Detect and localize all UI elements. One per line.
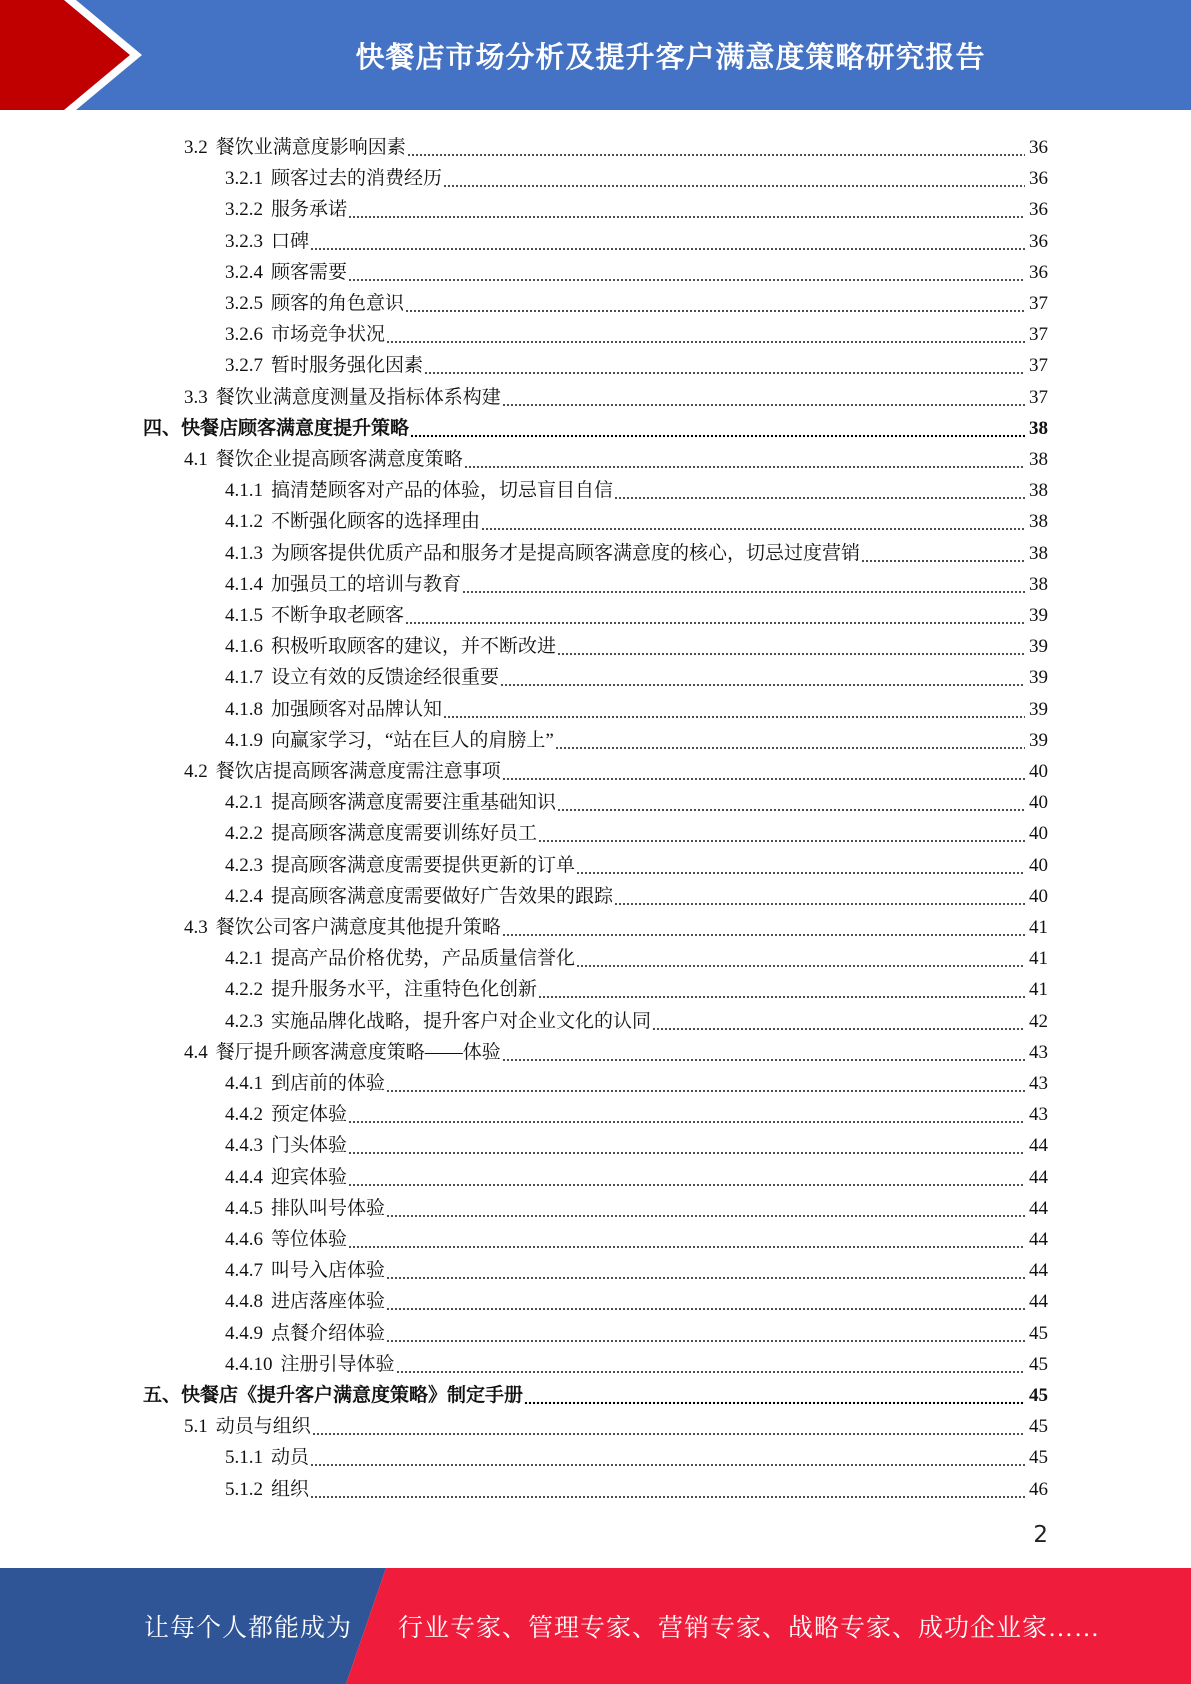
toc-entry-page: 39 — [1029, 729, 1048, 751]
toc-entry-title: 到店前的体验 — [271, 1073, 386, 1094]
toc-entry-page: 44 — [1029, 1166, 1048, 1188]
toc-entry-title: 搞清楚顾客对产品的体验，切忌盲目自信 — [271, 480, 614, 502]
toc-entry-title: 动员 — [271, 1447, 310, 1469]
toc-entry[interactable] — [225, 1002, 1048, 1033]
toc-entry-page: 38 — [1029, 573, 1048, 595]
toc-entry[interactable] — [225, 1345, 1048, 1376]
toc-entry-number: 3.2.3 — [225, 230, 263, 252]
toc-entry-page: 39 — [1029, 667, 1048, 689]
toc-entry-page: 40 — [1029, 761, 1048, 782]
toc-dot-leader — [502, 916, 1025, 939]
toc-entry-title: 服务承诺 — [271, 199, 348, 221]
toc-entry[interactable] — [225, 627, 1048, 658]
toc-entry-page: 36 — [1029, 261, 1048, 283]
toc-entry-number: 4.1.5 — [225, 605, 263, 626]
toc-entry-number: 3.2.1 — [225, 168, 263, 190]
toc-dot-leader — [386, 1072, 1025, 1095]
toc-entry-page: 38 — [1029, 480, 1048, 502]
toc-entry-number: 4.3 — [184, 917, 208, 938]
toc-dot-leader — [557, 635, 1025, 658]
toc-dot-leader — [464, 448, 1025, 471]
toc-dot-leader — [557, 791, 1025, 814]
toc-dot-leader — [652, 1010, 1025, 1033]
toc-entry-title: 顾客过去的消费经历 — [271, 168, 443, 190]
toc-entry-title: 提升服务水平，注重特色化创新 — [271, 979, 538, 1001]
toc-entry[interactable] — [225, 1470, 1048, 1501]
toc-entry[interactable] — [225, 1220, 1048, 1251]
toc-dot-leader — [861, 542, 1025, 565]
toc-entry-number: 5.1.2 — [225, 1478, 263, 1500]
toc-entry[interactable] — [225, 534, 1048, 565]
toc-entry[interactable] — [225, 814, 1048, 845]
toc-entry-page: 44 — [1029, 1135, 1048, 1157]
toc-dot-leader — [538, 978, 1025, 1001]
toc-entry-number: 4.4.10 — [225, 1353, 273, 1375]
toc-dot-leader — [348, 1134, 1025, 1157]
toc-entry-title: 餐饮企业提高顾客满意度策略 — [215, 449, 463, 470]
toc-entry-number: 3.2.6 — [225, 324, 263, 346]
toc-dot-leader — [614, 885, 1025, 908]
toc-entry-page: 43 — [1029, 1073, 1048, 1094]
toc-entry-page: 38 — [1029, 417, 1048, 439]
toc-entry-number: 4.4.3 — [225, 1135, 263, 1157]
toc-entry-page: 37 — [1029, 386, 1048, 408]
toc-entry-page: 36 — [1029, 230, 1048, 252]
toc-entry-page: 42 — [1029, 1010, 1048, 1032]
toc-entry[interactable] — [184, 440, 1048, 471]
toc-entry-page: 40 — [1029, 823, 1048, 845]
toc-entry-page: 44 — [1029, 1291, 1048, 1313]
toc-entry-page: 45 — [1029, 1416, 1048, 1438]
toc-entry[interactable] — [225, 846, 1048, 877]
toc-entry-title: 等位体验 — [271, 1229, 348, 1250]
toc-entry-title: 进店落座体验 — [271, 1291, 386, 1313]
toc-entry-title: 提高顾客满意度需要做好广告效果的跟踪 — [271, 885, 614, 907]
toc-dot-leader — [481, 510, 1025, 533]
toc-entry[interactable] — [225, 1064, 1048, 1095]
toc-entry-title: 点餐介绍体验 — [271, 1322, 386, 1344]
toc-dot-leader — [396, 1353, 1025, 1376]
toc-dot-leader — [410, 417, 1025, 440]
toc-entry-page: 46 — [1029, 1478, 1048, 1500]
toc-dot-leader — [386, 323, 1025, 346]
toc-entry[interactable] — [225, 877, 1048, 908]
footer-slogan-right: 行业专家、管理专家、营销专家、战略专家、成功企业家…… — [398, 1615, 1101, 1642]
toc-entry-number: 3.2.4 — [225, 261, 263, 283]
toc-entry-title: 暂时服务强化因素 — [271, 355, 424, 377]
toc-entry-number: 5.1.1 — [225, 1447, 263, 1469]
toc-entry-title: 快餐店顾客满意度提升策略 — [181, 417, 410, 439]
toc-entry[interactable] — [225, 658, 1048, 689]
toc-dot-leader — [310, 230, 1025, 253]
toc-entry[interactable] — [184, 378, 1048, 409]
toc-entry-title: 不断争取老顾客 — [271, 605, 405, 626]
toc-entry[interactable] — [225, 1282, 1048, 1313]
toc-dot-leader — [576, 854, 1025, 877]
toc-entry[interactable] — [225, 970, 1048, 1001]
toc-entry-page: 45 — [1029, 1322, 1048, 1344]
toc-entry-title: 设立有效的反馈途经很重要 — [271, 667, 500, 689]
toc-entry-number: 4.1.9 — [225, 729, 263, 751]
toc-entry[interactable] — [184, 1407, 1048, 1438]
toc-entry[interactable] — [225, 222, 1048, 253]
toc-entry-title: 注册引导体验 — [280, 1353, 395, 1375]
toc-entry-title: 积极听取顾客的建议，并不断改进 — [271, 636, 557, 658]
toc-entry-number: 4.4.7 — [225, 1260, 263, 1282]
toc-dot-leader — [576, 947, 1025, 970]
toc-entry-title: 预定体验 — [271, 1104, 348, 1126]
toc-entry-page: 40 — [1029, 792, 1048, 814]
toc-entry-title: 快餐店《提升客户满意度策略》制定手册 — [181, 1385, 524, 1406]
toc-entry-number: 4.4.5 — [225, 1197, 263, 1219]
toc-dot-leader — [386, 1290, 1025, 1313]
toc-entry[interactable] — [225, 1095, 1048, 1126]
toc-dot-leader — [407, 136, 1025, 159]
toc-entry-number: 4.1.2 — [225, 511, 263, 533]
toc-entry-page: 45 — [1029, 1353, 1048, 1375]
toc-entry[interactable] — [225, 346, 1048, 377]
toc-entry[interactable] — [184, 128, 1048, 159]
toc-entry-page: 41 — [1029, 979, 1048, 1001]
toc-dot-leader — [348, 261, 1025, 284]
toc-entry-title: 迎宾体验 — [271, 1166, 348, 1188]
toc-entry[interactable] — [225, 939, 1048, 970]
toc-entry-number: 4.4.8 — [225, 1291, 263, 1313]
toc-entry-page: 43 — [1029, 1104, 1048, 1126]
toc-entry-page: 44 — [1029, 1197, 1048, 1219]
toc-entry-number: 4.1.7 — [225, 667, 263, 689]
toc-entry-number: 4.2.3 — [225, 854, 263, 876]
toc-entry-page: 44 — [1029, 1260, 1048, 1282]
toc-entry-title: 餐饮业满意度测量及指标体系构建 — [215, 386, 501, 408]
toc-entry-number: 3.2.2 — [225, 199, 263, 221]
toc-entry-number: 4.2.4 — [225, 885, 263, 907]
toc-entry-title: 餐饮业满意度影响因素 — [215, 137, 406, 158]
toc-entry[interactable] — [184, 752, 1048, 783]
toc-entry[interactable] — [225, 596, 1048, 627]
toc-entry[interactable] — [225, 471, 1048, 502]
toc-dot-leader — [348, 1166, 1025, 1189]
toc-entry[interactable] — [225, 690, 1048, 721]
toc-entry-number: 4.2.1 — [225, 792, 263, 814]
toc-entry-number: 4.4.1 — [225, 1073, 263, 1094]
toc-entry-page: 41 — [1029, 917, 1048, 938]
toc-entry-title: 餐厅提升顾客满意度策略——体验 — [215, 1041, 501, 1063]
toc-dot-leader — [348, 198, 1025, 221]
toc-dot-leader — [386, 1197, 1025, 1220]
toc-entry[interactable] — [225, 721, 1048, 752]
toc-dot-leader — [405, 292, 1025, 315]
toc-entry-number: 3.2 — [184, 137, 208, 158]
toc-entry-page: 40 — [1029, 854, 1048, 876]
toc-entry[interactable] — [225, 315, 1048, 346]
page-header — [0, 0, 1191, 110]
toc-entry[interactable] — [225, 1158, 1048, 1189]
toc-entry-number: 4.2.3 — [225, 1010, 263, 1032]
toc-dot-leader — [424, 354, 1025, 377]
toc-entry-title: 不断强化顾客的选择理由 — [271, 511, 481, 533]
toc-entry[interactable] — [225, 253, 1048, 284]
toc-entry[interactable] — [225, 190, 1048, 221]
toc-entry-title: 为顾客提供优质产品和服务才是提高顾客满意度的核心，切忌过度营销 — [271, 542, 861, 564]
toc-entry-page: 36 — [1029, 137, 1048, 158]
toc-entry-number: 5.1 — [184, 1416, 208, 1438]
toc-entry-number: 五、 — [143, 1385, 182, 1406]
toc-entry-title: 市场竞争状况 — [271, 324, 386, 346]
toc-dot-leader — [405, 604, 1025, 627]
footer-slogan-left: 让每个人都能成为 — [144, 1615, 353, 1642]
toc-dot-leader — [502, 386, 1025, 409]
toc-entry-page: 45 — [1029, 1385, 1048, 1406]
page-number: 2 — [1033, 1522, 1048, 1548]
toc-entry-title: 提高顾客满意度需要提供更新的订单 — [271, 854, 576, 876]
toc-entry-title: 餐饮店提高顾客满意度需注意事项 — [215, 761, 501, 782]
toc-entry[interactable] — [143, 409, 1048, 440]
toc-entry-number: 4.1.3 — [225, 542, 263, 564]
toc-entry-page: 40 — [1029, 885, 1048, 907]
toc-entry-number: 4.1.8 — [225, 698, 263, 720]
toc-entry[interactable] — [225, 1438, 1048, 1469]
toc-entry-page: 39 — [1029, 636, 1048, 658]
header-arrow-graphic — [0, 0, 160, 110]
toc-entry-page: 36 — [1029, 199, 1048, 221]
toc-entry-page: 39 — [1029, 698, 1048, 720]
toc-entry-number: 3.2.7 — [225, 355, 263, 377]
toc-entry-number: 4.2.2 — [225, 823, 263, 845]
toc-dot-leader — [348, 1228, 1025, 1251]
toc-dot-leader — [524, 1384, 1025, 1407]
toc-entry-title: 向赢家学习，“站在巨人的肩膀上” — [271, 729, 554, 751]
toc-dot-leader — [310, 1446, 1025, 1469]
toc-entry-number: 4.2.1 — [225, 948, 263, 970]
toc-entry-page: 37 — [1029, 293, 1048, 314]
toc-entry-number: 四、 — [143, 417, 182, 439]
toc-entry-title: 提高顾客满意度需要训练好员工 — [271, 823, 538, 845]
toc-entry-title: 提高顾客满意度需要注重基础知识 — [271, 792, 557, 814]
toc-entry-page: 45 — [1029, 1447, 1048, 1469]
toc-dot-leader — [386, 1322, 1025, 1345]
toc-entry-title: 加强员工的培训与教育 — [271, 573, 462, 595]
toc-entry-page: 43 — [1029, 1041, 1048, 1063]
toc-entry-number: 4.4 — [184, 1041, 208, 1063]
toc-entry[interactable] — [225, 783, 1048, 814]
toc-entry-title: 口碑 — [271, 230, 310, 252]
toc-entry-number: 3.3 — [184, 386, 208, 408]
toc-entry-page: 44 — [1029, 1229, 1048, 1250]
toc-entry-page: 41 — [1029, 948, 1048, 970]
toc-entry[interactable] — [225, 1314, 1048, 1345]
toc-dot-leader — [502, 760, 1025, 783]
toc-entry[interactable] — [225, 1251, 1048, 1282]
toc-dot-leader — [312, 1415, 1025, 1438]
toc-dot-leader — [555, 729, 1025, 752]
toc-dot-leader — [386, 1259, 1025, 1282]
toc-entry-number: 4.1.4 — [225, 573, 263, 595]
toc-dot-leader — [462, 573, 1025, 596]
toc-entry-page: 38 — [1029, 449, 1048, 470]
toc-entry-number: 4.4.9 — [225, 1322, 263, 1344]
toc-dot-leader — [502, 1041, 1025, 1064]
toc-entry-number: 4.4.6 — [225, 1229, 263, 1250]
toc-entry-number: 4.2 — [184, 761, 208, 782]
toc-entry-number: 4.1.6 — [225, 636, 263, 658]
toc-entry-title: 加强顾客对品牌认知 — [271, 698, 443, 720]
toc-entry-title: 动员与组织 — [215, 1416, 311, 1438]
toc-entry-page: 38 — [1029, 511, 1048, 533]
toc-entry-page: 39 — [1029, 605, 1048, 626]
toc-dot-leader — [538, 822, 1025, 845]
toc-entry-number: 4.4.4 — [225, 1166, 263, 1188]
toc-entry-title: 顾客的角色意识 — [271, 293, 405, 314]
toc-entry-page: 37 — [1029, 355, 1048, 377]
toc-entry[interactable] — [225, 1126, 1048, 1157]
toc-entry[interactable] — [143, 1376, 1048, 1407]
toc-dot-leader — [443, 698, 1025, 721]
toc-entry-title: 组织 — [271, 1478, 310, 1500]
toc-entry-title: 实施品牌化战略，提升客户对企业文化的认同 — [271, 1010, 652, 1032]
toc-entry-title: 顾客需要 — [271, 261, 348, 283]
toc-entry[interactable] — [225, 1189, 1048, 1220]
toc-entry[interactable] — [225, 159, 1048, 190]
toc-entry-number: 4.1 — [184, 449, 208, 470]
toc-entry-page: 36 — [1029, 168, 1048, 190]
toc-entry-number: 4.2.2 — [225, 979, 263, 1001]
toc-entry[interactable] — [225, 565, 1048, 596]
toc-entry-title: 餐饮公司客户满意度其他提升策略 — [215, 917, 501, 938]
toc-dot-leader — [443, 167, 1025, 190]
document-title: 快餐店市场分析及提升客户满意度策略研究报告 — [355, 39, 986, 74]
toc-entry-number: 4.1.1 — [225, 480, 263, 502]
toc-entry[interactable] — [184, 908, 1048, 939]
toc-entry[interactable] — [184, 1033, 1048, 1064]
toc-entry-number: 4.4.2 — [225, 1104, 263, 1126]
toc-dot-leader — [614, 479, 1025, 502]
toc-entry-title: 提高产品价格优势，产品质量信誉化 — [271, 948, 576, 970]
toc-entry-title: 叫号入店体验 — [271, 1260, 386, 1282]
toc-entry[interactable] — [225, 284, 1048, 315]
page-footer — [0, 1568, 1191, 1684]
toc-dot-leader — [500, 666, 1025, 689]
toc-entry-page: 38 — [1029, 542, 1048, 564]
toc-entry[interactable] — [225, 502, 1048, 533]
toc-dot-leader — [310, 1478, 1025, 1501]
toc-entry-title: 门头体验 — [271, 1135, 348, 1157]
toc-entry-title: 排队叫号体验 — [271, 1197, 386, 1219]
toc-entry-page: 37 — [1029, 324, 1048, 346]
toc-dot-leader — [348, 1103, 1025, 1126]
toc-entry-number: 3.2.5 — [225, 293, 263, 314]
